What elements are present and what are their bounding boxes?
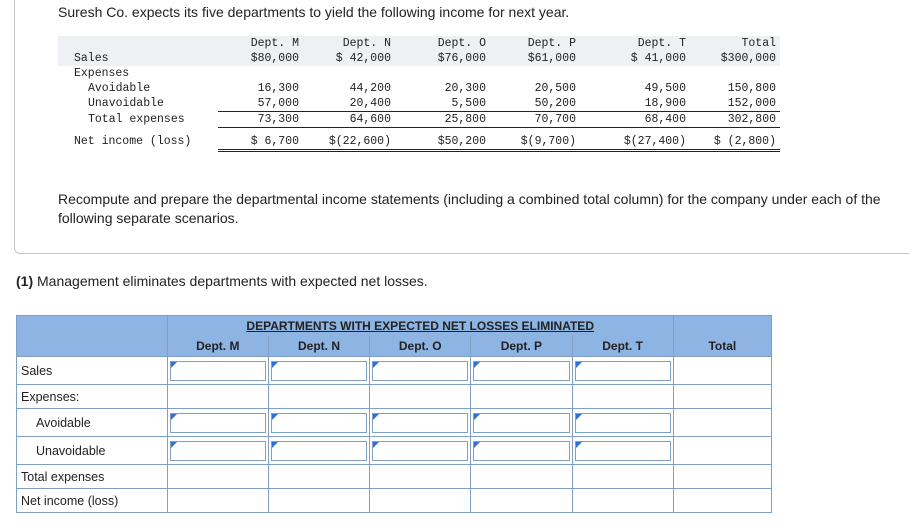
col-header-dept-m: Dept. M [167, 336, 268, 357]
avoidable-dept-o-input[interactable] [372, 413, 468, 433]
given-avoidable-value: 16,300 [257, 82, 299, 95]
given-unavoidable-value: 152,000 [690, 96, 780, 112]
given-total-value: 302,800 [690, 112, 780, 128]
given-net-value: $ 6,700 [218, 128, 303, 151]
given-net-value: $50,200 [395, 128, 490, 151]
net-income-dept-o-cell [370, 489, 471, 513]
given-net-value: $(27,400) [580, 128, 690, 151]
given-avoidable-value: 44,200 [349, 82, 391, 95]
intro-text: Suresh Co. expects its five departments to yield the following income for next year. [58, 4, 570, 20]
unavoidable-total-cell [673, 437, 771, 465]
col-header-dept-p: Dept. P [471, 336, 572, 357]
unavoidable-dept-p-input[interactable] [473, 441, 569, 461]
given-col-header: Dept. T [580, 36, 690, 51]
unavoidable-dept-n-input[interactable] [271, 441, 367, 461]
total-expenses-dept-n-cell [268, 465, 369, 489]
requirement-1 [16, 273, 428, 289]
given-net-value: $(22,600) [303, 128, 395, 151]
col-header-dept-o: Dept. O [370, 336, 471, 357]
total-expenses-dept-o-cell [370, 465, 471, 489]
total-expenses-dept-m-cell [167, 465, 268, 489]
net-income-dept-t-cell [572, 489, 673, 513]
col-header-dept-t: Dept. T [572, 336, 673, 357]
avoidable-dept-n-input[interactable] [271, 413, 367, 433]
given-avoidable-value: 49,500 [644, 82, 686, 95]
given-sales-value: $80,000 [218, 51, 303, 66]
given-sales-value: $ 41,000 [580, 51, 690, 66]
given-total-label: Total expenses [88, 113, 185, 126]
unavoidable-dept-t-input[interactable] [575, 441, 671, 461]
given-avoidable-label: Avoidable [88, 82, 151, 95]
total-expenses-dept-p-cell [471, 465, 572, 489]
total-expenses-total-cell [673, 465, 771, 489]
given-expenses-label: Expenses [74, 67, 130, 80]
avoidable-total-cell [673, 409, 771, 437]
sales-dept-n-input[interactable] [271, 361, 367, 381]
avoidable-dept-m-input[interactable] [170, 413, 266, 433]
given-total-value: 25,800 [395, 112, 490, 128]
net-income-dept-p-cell [471, 489, 572, 513]
sales-dept-o-input[interactable] [372, 361, 468, 381]
total-expenses-dept-t-cell [572, 465, 673, 489]
given-col-header: Dept. N [303, 36, 395, 51]
avoidable-dept-t-input[interactable] [575, 413, 671, 433]
unavoidable-dept-o-input[interactable] [372, 441, 468, 461]
given-net-label: Net income (loss) [74, 135, 192, 148]
net-income-total-cell [673, 489, 771, 513]
net-income-dept-n-cell [268, 489, 369, 513]
given-income-table [58, 36, 780, 152]
given-unavoidable-value: 50,200 [490, 96, 580, 112]
given-sales-label: Sales [58, 51, 218, 66]
given-sales-value: $76,000 [395, 51, 490, 66]
sales-dept-m-input[interactable] [170, 361, 266, 381]
col-header-dept-n: Dept. N [268, 336, 369, 357]
unavoidable-dept-m-input[interactable] [170, 441, 266, 461]
given-unavoidable-value: 5,500 [395, 96, 490, 112]
sales-dept-t-input[interactable] [575, 361, 671, 381]
given-col-header: Total [690, 36, 780, 51]
col-header-total: Total [673, 336, 771, 357]
sales-total-cell [673, 357, 771, 385]
row-label-total-expenses: Total expenses [17, 465, 168, 489]
given-total-value: 64,600 [303, 112, 395, 128]
given-avoidable-value: 20,500 [534, 82, 576, 95]
net-income-dept-m-cell [167, 489, 268, 513]
avoidable-dept-p-input[interactable] [473, 413, 569, 433]
given-total-value: 68,400 [580, 112, 690, 128]
given-net-value: $ (2,800) [690, 128, 780, 151]
given-total-value: 73,300 [218, 112, 303, 128]
row-label-avoidable: Avoidable [17, 409, 168, 437]
given-col-header: Dept. O [395, 36, 490, 51]
row-label-net-income: Net income (loss) [17, 489, 168, 513]
recompute-instructions: Recompute and prepare the departmental income statements (including a combined total column) for the company under each of the following separate scenarios. [58, 191, 881, 226]
given-avoidable-value: 20,300 [444, 82, 486, 95]
given-unavoidable-value: 20,400 [303, 96, 395, 112]
given-unavoidable-value: 57,000 [218, 96, 303, 112]
given-sales-value: $ 42,000 [303, 51, 395, 66]
given-unavoidable-label: Unavoidable [88, 97, 164, 111]
given-col-header: Dept. M [218, 36, 303, 51]
row-label-unavoidable: Unavoidable [17, 437, 168, 465]
answer-table [16, 315, 772, 513]
given-col-header: Dept. P [490, 36, 580, 51]
given-unavoidable-value: 18,900 [580, 96, 690, 112]
given-sales-value: $300,000 [690, 51, 780, 66]
given-sales-value: $61,000 [490, 51, 580, 66]
given-avoidable-value: 150,800 [727, 82, 776, 95]
row-label-expenses: Expenses: [17, 385, 168, 409]
given-net-value: $(9,700) [490, 128, 580, 151]
requirement-text: Management eliminates departments with expected net losses. [33, 273, 428, 289]
given-total-value: 70,700 [490, 112, 580, 128]
answer-table-title: DEPARTMENTS WITH EXPECTED NET LOSSES ELIMINATED [167, 316, 673, 337]
requirement-number: (1) [16, 273, 34, 289]
sales-dept-p-input[interactable] [473, 361, 569, 381]
row-label-sales: Sales [17, 357, 168, 385]
